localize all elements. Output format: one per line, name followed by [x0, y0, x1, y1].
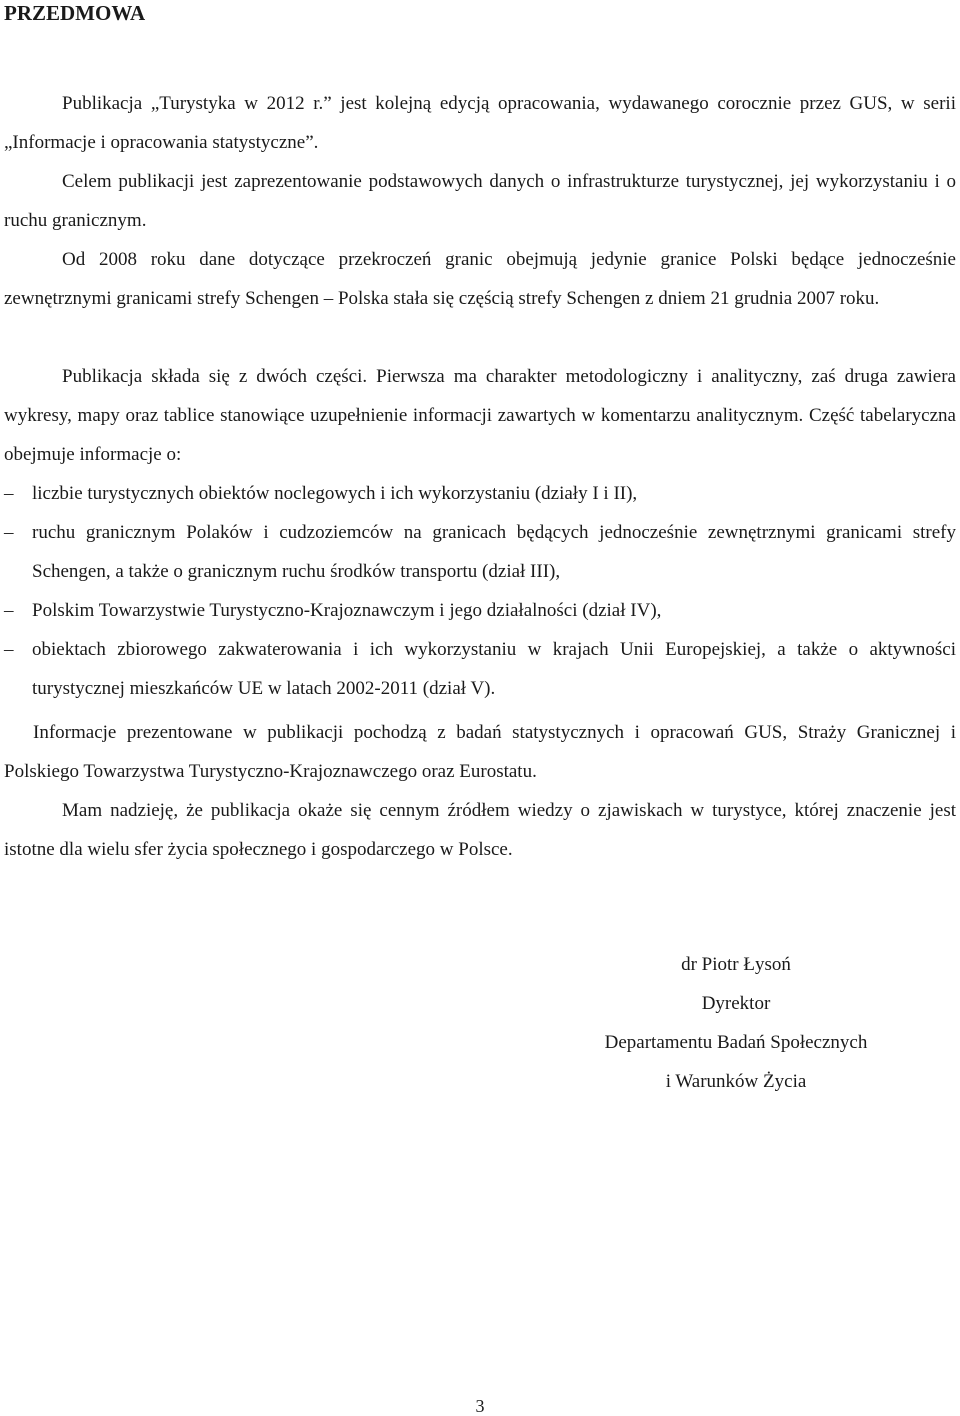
list-item-text: obiektach zbiorowego zakwaterowania i ich wykorzystaniu w krajach Unii Europejskiej, a także o aktywności turystycznej mieszkańców UE w latach 2002-2011 (dział V).	[32, 639, 956, 699]
list-item	[4, 474, 956, 513]
list-item	[4, 591, 956, 630]
paragraph-structure: Publikacja składa się z dwóch części. Pierwsza ma charakter metodologiczny i analityczny, zaś druga zawiera wykresy, mapy oraz tablice stanowiące uzupełnienie informacji zawartych w komentarzu analitycznym. Część tabelaryczna obejmuje informacje o:	[4, 366, 956, 465]
paragraph-purpose: Celem publikacji jest zaprezentowanie podstawowych danych o infrastrukturze turystycznej, jej wykorzystaniu i o ruchu granicznym.	[4, 171, 956, 231]
signature-title: Dyrektor	[701, 993, 771, 1014]
signature-block	[560, 945, 912, 1101]
list-item	[4, 513, 956, 591]
paragraph-closing: Mam nadzieję, że publikacja okaże się cennym źródłem wiedzy o zjawiskach w turystyce, której znaczenie jest istotne dla wielu sfer życia społecznego i gospodarczego w Polsce.	[4, 800, 956, 860]
page-heading: PRZEDMOWA	[4, 1, 146, 25]
dash-bullet: –	[4, 483, 14, 504]
page-number: 3	[475, 1396, 485, 1416]
signature-name: dr Piotr Łysoń	[681, 954, 791, 975]
signature-department-line1: Departamentu Badań Społecznych	[604, 1032, 868, 1053]
list-item-text: liczbie turystycznych obiektów noclegowych i ich wykorzystaniu (działy I i II),	[32, 483, 638, 504]
list-item-text: ruchu granicznym Polaków i cudzoziemców na granicach będących jednocześnie zewnętrznymi granicami strefy Schengen, a także o granicznym ruchu środków transportu (dział III),	[32, 522, 956, 582]
dash-bullet: –	[4, 600, 14, 621]
list-item-text: Polskim Towarzystwie Turystyczno-Krajoznawczym i jego działalności (dział IV),	[32, 600, 662, 621]
signature-department-line2: i Warunków Życia	[665, 1071, 807, 1092]
paragraph-sources: Informacje prezentowane w publikacji pochodzą z badań statystycznych i opracowań GUS, Straży Granicznej i Polskiego Towarzystwa Turystyczno-Krajoznawczego oraz Eurostatu.	[4, 722, 956, 782]
list-item	[4, 630, 956, 708]
paragraph-intro: Publikacja „Turystyka w 2012 r.” jest kolejną edycją opracowania, wydawanego corocznie przez GUS, w serii „Informacje i opracowania statystyczne”.	[4, 93, 956, 153]
dash-bullet: –	[4, 639, 14, 660]
dash-bullet: –	[4, 522, 14, 543]
contents-list	[4, 474, 956, 708]
paragraph-schengen: Od 2008 roku dane dotyczące przekroczeń granic obejmują jedynie granice Polski będące jednocześnie zewnętrznymi granicami strefy Schengen – Polska stała się częścią strefy Schengen z dniem 21 grudnia 2007 roku.	[4, 249, 956, 309]
